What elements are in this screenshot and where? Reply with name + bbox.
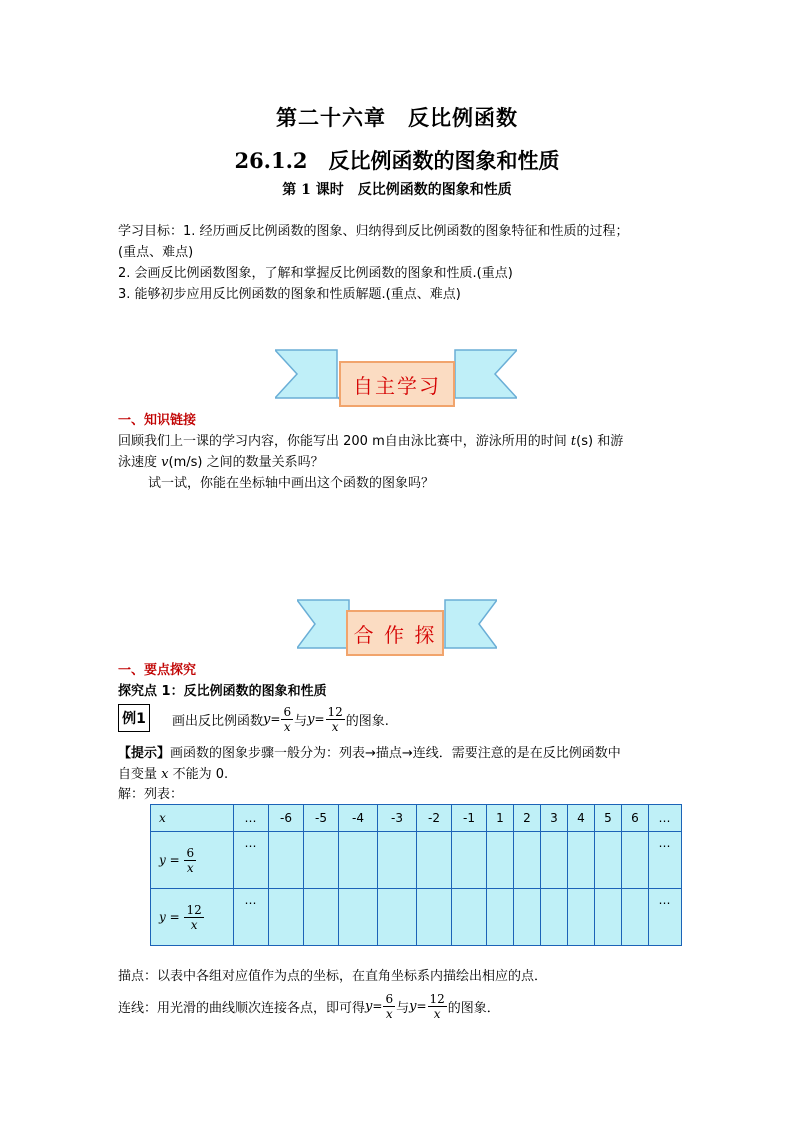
lesson-title: 第 1 课时 反比例函数的图象和性质: [282, 182, 512, 198]
table-cell: …: [234, 889, 269, 946]
chapter-title: 第二十六章 反比例函数: [276, 105, 518, 130]
objectives-line1: [118, 221, 678, 242]
table-cell: …: [649, 832, 682, 889]
knowledge-heading: 一、知识链接: [118, 413, 197, 428]
knowledge-line3: 试一试，你能在坐标轴中画出这个函数的图象吗？: [148, 476, 435, 491]
hint-label: 【提示】: [118, 746, 171, 761]
explore-point-1: 探究点 1：反比例函数的图象和性质: [118, 684, 327, 699]
hint-line2: 自变量 x 不能为 0.: [118, 767, 229, 782]
objective-1-tag: (重点、难点): [118, 245, 194, 260]
table-cell: …: [649, 889, 682, 946]
table-row-y6: [151, 832, 682, 889]
banner-1-label: 自主学习: [339, 361, 455, 407]
row-header-x: x: [151, 805, 234, 832]
connect-step: 连线：用光滑的曲线顺次连接各点，即可得 y = $\frac{6}{x}$ 与 y = $\frac{12}{x}$ 的图象．: [118, 991, 500, 1021]
table-cell: -1: [452, 805, 487, 832]
time-variable: t: [570, 434, 577, 449]
table-cell: -4: [339, 805, 378, 832]
example-1-statement: 画出反比例函数 y = $\frac{6}{x}$ 与 y = $\frac{12}{x}$ 的图象.: [172, 704, 389, 734]
hint-line1: 【提示】画函数的图象步骤一般分为：列表→描点→连线．需要注意的是在反比例函数中: [118, 746, 621, 761]
table-cell: …: [234, 805, 269, 832]
table-cell: 4: [568, 805, 595, 832]
objective-1: 1. 经历画反比例函数的图象、归纳得到反比例函数的图象特征和性质的过程；: [183, 224, 629, 239]
objective-2: 2. 会画反比例函数图象，了解和掌握反比例函数的图象和性质.(重点): [118, 266, 513, 281]
fraction-12-over-x: $\frac{12}{x}$: [327, 704, 343, 734]
table-cell: -5: [304, 805, 339, 832]
table-cell: -3: [378, 805, 417, 832]
row-header-y6: y = $\frac{6}{x}$: [151, 832, 234, 889]
fraction-6-over-x: $\frac{6}{x}$: [283, 704, 292, 734]
table-cell: …: [234, 832, 269, 889]
knowledge-line2: 泳速度 v(m/s) 之间的数量关系吗？: [118, 455, 324, 470]
value-table: [150, 804, 682, 946]
solution-label: 解：列表：: [118, 787, 184, 802]
knowledge-line1: 回顾我们上一课的学习内容，你能写出 200 m自由泳比赛中，游泳所用的时间 t(s) 和游: [118, 434, 624, 449]
table-cell: 3: [541, 805, 568, 832]
table-cell: …: [649, 805, 682, 832]
table-row-y12: [151, 889, 682, 946]
section-title: 26.1.2 反比例函数的图象和性质: [234, 148, 560, 173]
objectives-label: 学习目标：: [118, 224, 184, 239]
table-cell: 5: [595, 805, 622, 832]
table-row-x: [151, 805, 682, 832]
speed-variable: v: [161, 455, 169, 470]
table-cell: 2: [514, 805, 541, 832]
example-1-badge: 例1: [118, 704, 150, 732]
explore-heading: 一、要点探究: [118, 663, 197, 678]
plot-step: 描点：以表中各组对应值作为点的坐标，在直角坐标系内描绘出相应的点．: [118, 969, 548, 984]
table-cell: 6: [622, 805, 649, 832]
row-header-y12: y = $\frac{12}{x}$: [151, 889, 234, 946]
table-cell: -6: [269, 805, 304, 832]
objective-3: 3. 能够初步应用反比例函数的图象和性质解题.(重点、难点): [118, 287, 461, 302]
banner-2-label: 合 作 探: [346, 610, 444, 656]
table-cell: 1: [487, 805, 514, 832]
table-cell: -2: [417, 805, 452, 832]
